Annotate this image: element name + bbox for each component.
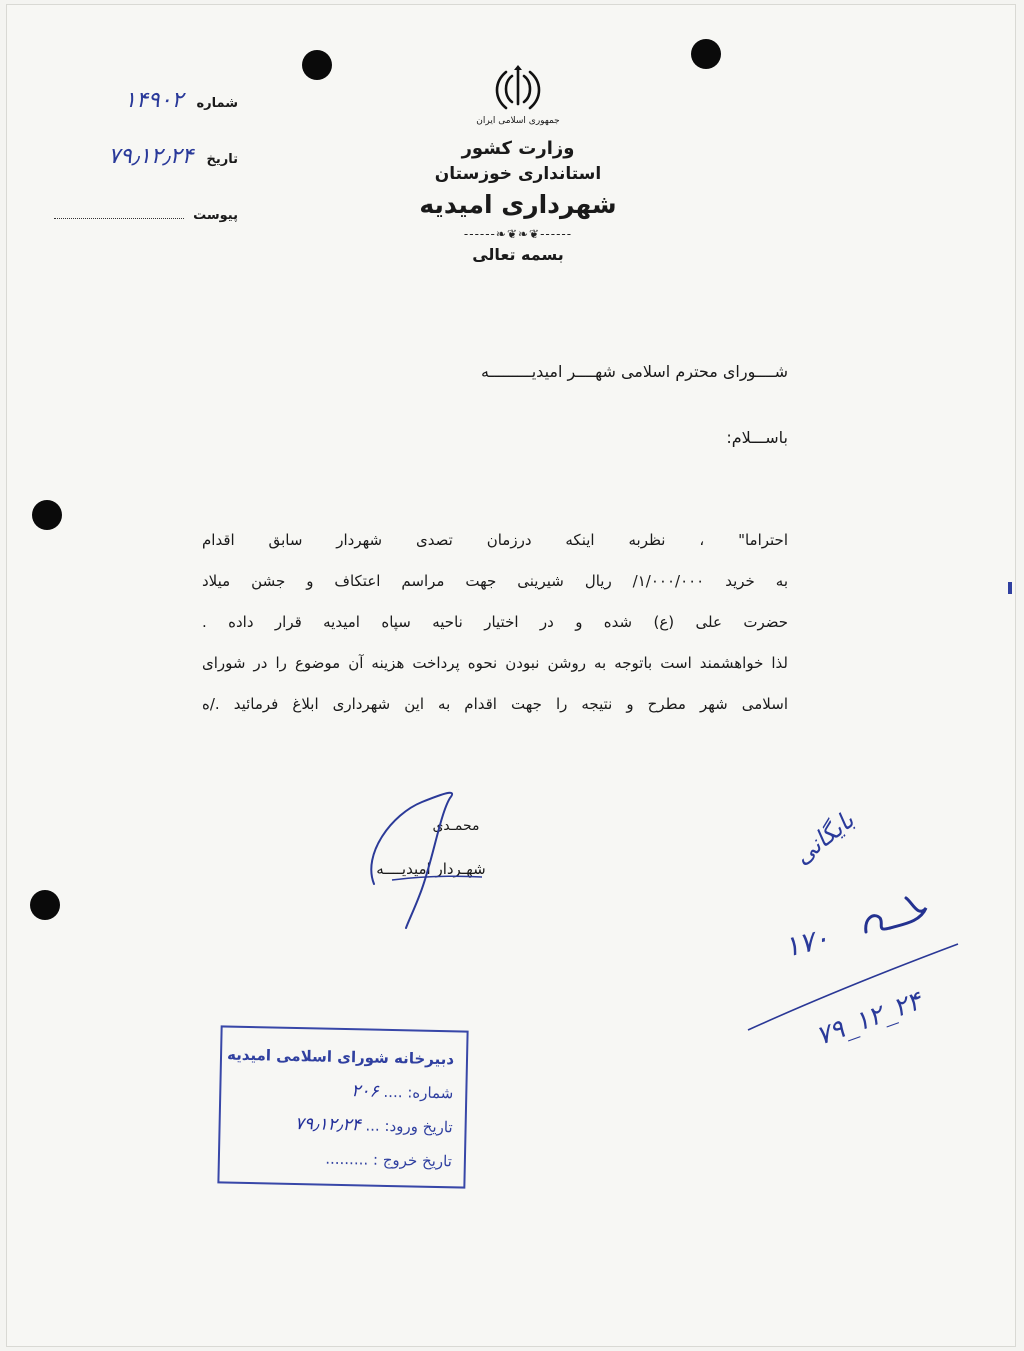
body-line-3: حضرت علی (ع) شده و در اختیار ناحیه سپاه امیدیه قرار داده . [202,613,788,631]
number-field [58,88,238,113]
number-label: شماره [196,96,238,111]
body-line-1: احتراما" ، نظربه اینکه درزمان تصدی شهردار سابق اقدام [202,531,788,549]
punch-hole-left-lower [30,890,60,920]
municipality-title: شهرداری امیدیه [419,190,617,219]
letter-body [202,520,788,725]
date-field [36,144,238,169]
margin-note: بایگانی [788,806,860,870]
initials-scribble [860,888,930,938]
greeting-line: باســـلام: [726,428,788,447]
edge-mark [1008,582,1012,594]
attachment-field [54,204,238,223]
signer-name: محمـدی [432,818,480,834]
attachment-label: پیوست [193,208,238,223]
number-note: ۱۷۰ [780,921,833,964]
recipient-line: شــــورای محترم اسلامی شهــــر امیدیـــــــــه [480,362,788,381]
letterhead [398,64,638,264]
council-secretariat-stamp [217,1025,468,1188]
body-line-2: به خرید ۱/۰۰۰/۰۰۰/ ریال شیرینی جهت مراسم اعتکاف و جشن میلاد [202,572,788,590]
iran-emblem-icon [490,64,546,114]
stamp-entry-label: تاریخ ورود: ... [365,1116,453,1137]
stamp-number-value: ۲۰۶ [351,1081,379,1102]
document-page [6,4,1016,1347]
date-label: تاریخ [206,152,238,167]
date-value: ۷۹٫۱۲٫۲۴ [108,144,194,169]
stamp-number-label: شماره: .... [383,1082,454,1103]
stamp-entry-value: ۷۹٫۱۲٫۲۴ [294,1113,361,1136]
stamp-title: دبیرخانه شورای اسلامی امیدیه [226,1045,455,1069]
punch-hole-left-upper [32,500,62,530]
signer-title: شهـردار امیدیــــه [376,860,486,878]
ornament-divider: ‑‑‑‑‑‑❦❧❦❧‑‑‑‑‑‑ [463,227,573,241]
signature-scribble [362,784,482,934]
stamp-exit-row: تاریخ خروج : ......... [325,1149,453,1171]
date-note: ۷۹_۱۲_۲۴ [812,986,926,1052]
punch-hole-top-right [691,39,721,69]
stamp-number-row [233,1072,454,1111]
number-value: ۱۴۹۰۲ [124,88,184,113]
emblem-caption: جمهوری اسلامی ایران [476,116,560,126]
stamp-entry-row [232,1106,453,1145]
invocation: بسمه تعالی [472,245,564,264]
body-line-5: اسلامی شهر مطرح و نتیجه را جهت اقدام به این شهرداری ابلاغ فرمائید ./ه [202,695,788,713]
ministry-title: وزارت کشور [461,138,575,159]
province-title: استانداری خوزستان [434,164,602,184]
body-line-4: لذا خواهشمند است باتوجه به روشن نبودن نحوه پرداخت هزینه آن موضوع را در شورای [202,654,788,672]
punch-hole-top-center [302,50,332,80]
attachment-dots [54,206,184,219]
